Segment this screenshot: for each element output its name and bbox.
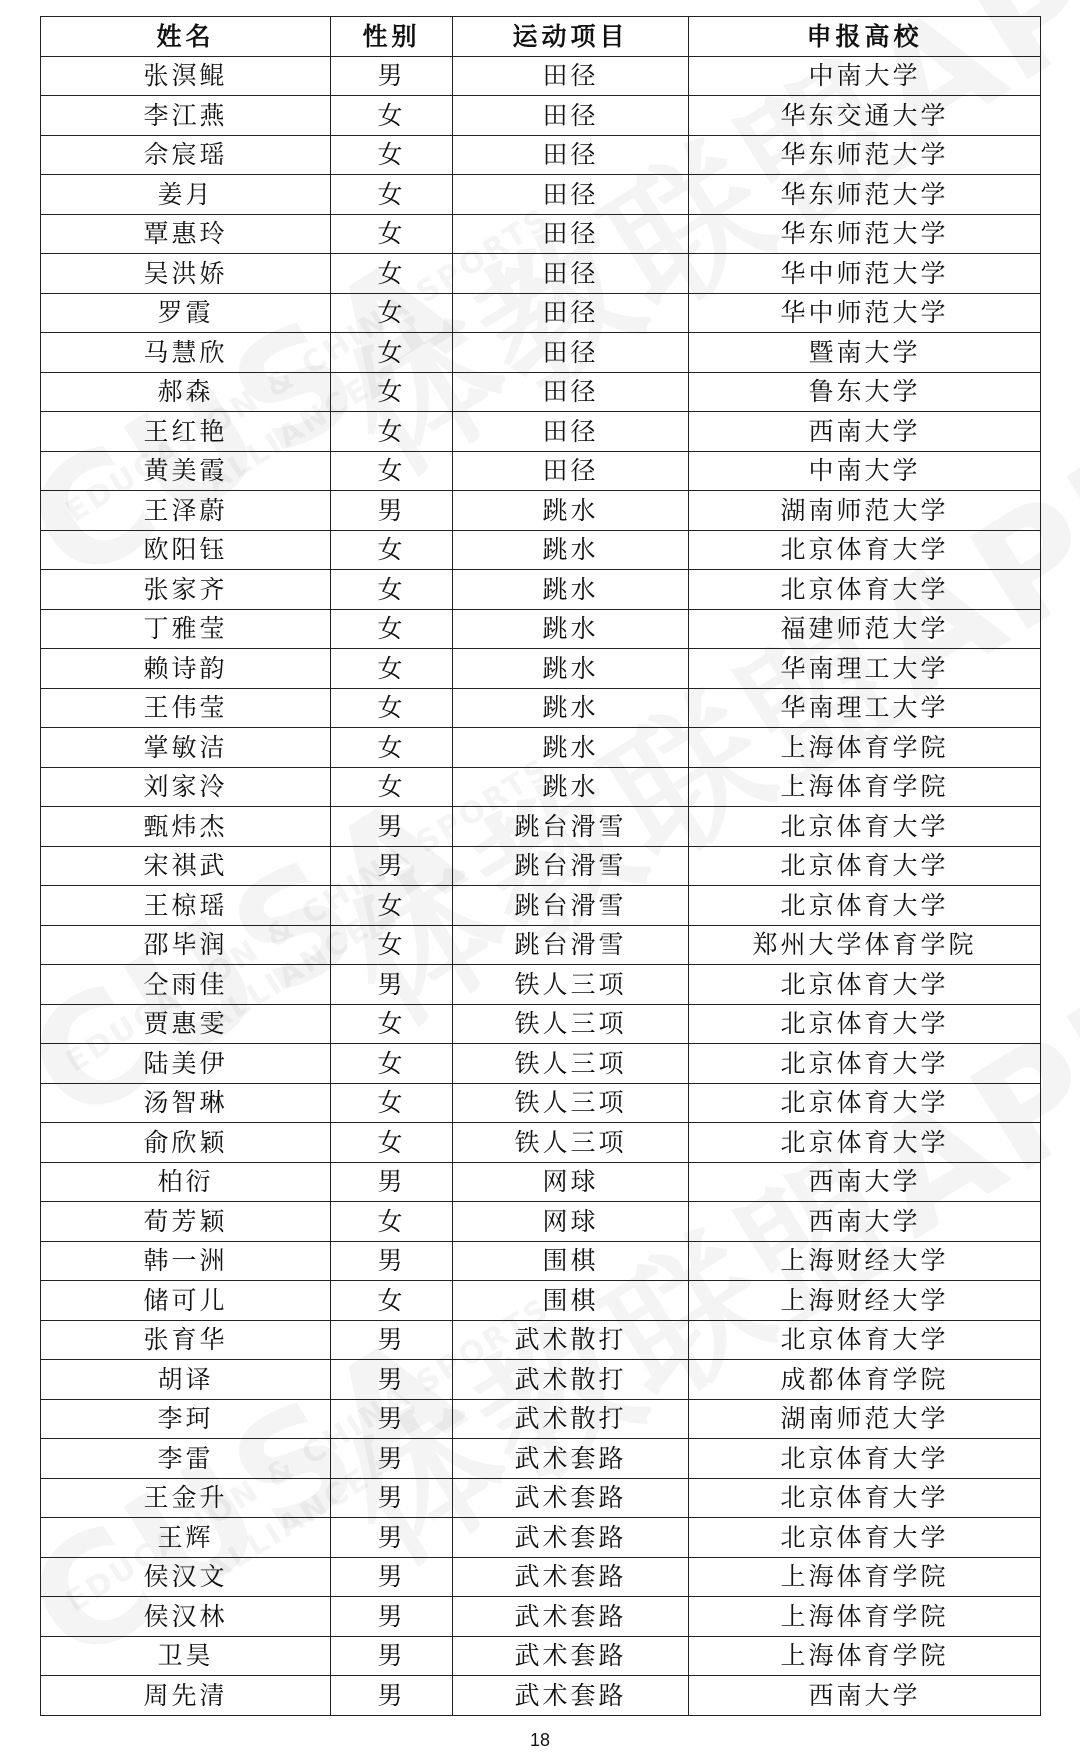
table-row xyxy=(41,807,1041,847)
cell-university: 福建师范大学 xyxy=(689,609,1041,649)
cell-sport: 武术套路 xyxy=(453,1439,689,1479)
cell-university: 华南理工大学 xyxy=(689,688,1041,728)
cell-sport: 铁人三项 xyxy=(453,1083,689,1123)
cell-gender: 女 xyxy=(331,1044,453,1084)
cell-gender: 男 xyxy=(331,1439,453,1479)
cell-university: 北京体育大学 xyxy=(689,846,1041,886)
cell-gender: 女 xyxy=(331,412,453,452)
table-row xyxy=(41,1004,1041,1044)
table-row xyxy=(41,1439,1041,1479)
table-row xyxy=(41,1636,1041,1676)
cell-university: 北京体育大学 xyxy=(689,1123,1041,1163)
cell-university: 华中师范大学 xyxy=(689,254,1041,294)
cell-gender: 男 xyxy=(331,1241,453,1281)
cell-sport: 田径 xyxy=(453,214,689,254)
cell-gender: 女 xyxy=(331,1004,453,1044)
table-row xyxy=(41,451,1041,491)
cell-name: 王辉 xyxy=(41,1518,331,1558)
cell-university: 上海财经大学 xyxy=(689,1281,1041,1321)
table-row xyxy=(41,135,1041,175)
cell-name: 侯汉林 xyxy=(41,1597,331,1637)
table-row xyxy=(41,965,1041,1005)
table-row xyxy=(41,1557,1041,1597)
cell-gender: 女 xyxy=(331,886,453,926)
cell-university: 北京体育大学 xyxy=(689,530,1041,570)
cell-sport: 田径 xyxy=(453,451,689,491)
cell-university: 上海体育学院 xyxy=(689,1597,1041,1637)
cell-name: 张溟鲲 xyxy=(41,56,331,96)
cell-sport: 跳水 xyxy=(453,767,689,807)
cell-name: 卫昊 xyxy=(41,1636,331,1676)
cell-gender: 女 xyxy=(331,1083,453,1123)
cell-sport: 铁人三项 xyxy=(453,1123,689,1163)
cell-name: 掌敏洁 xyxy=(41,728,331,768)
cell-university: 华东交通大学 xyxy=(689,96,1041,136)
athlete-roster-table xyxy=(40,16,1041,1716)
table-row xyxy=(41,372,1041,412)
cell-name: 李雷 xyxy=(41,1439,331,1479)
table-row xyxy=(41,609,1041,649)
cell-university: 中南大学 xyxy=(689,451,1041,491)
cell-gender: 女 xyxy=(331,688,453,728)
table-row xyxy=(41,412,1041,452)
cell-sport: 跳台滑雪 xyxy=(453,925,689,965)
cell-name: 欧阳钰 xyxy=(41,530,331,570)
cell-gender: 女 xyxy=(331,1202,453,1242)
cell-gender: 男 xyxy=(331,1518,453,1558)
cell-gender: 女 xyxy=(331,728,453,768)
cell-university: 西南大学 xyxy=(689,1162,1041,1202)
cell-sport: 跳水 xyxy=(453,570,689,610)
cell-university: 上海体育学院 xyxy=(689,1636,1041,1676)
cell-sport: 田径 xyxy=(453,412,689,452)
cell-sport: 田径 xyxy=(453,135,689,175)
cell-name: 张育华 xyxy=(41,1320,331,1360)
table-header-row xyxy=(41,17,1041,57)
cell-university: 西南大学 xyxy=(689,412,1041,452)
cell-sport: 田径 xyxy=(453,175,689,215)
cell-sport: 围棋 xyxy=(453,1241,689,1281)
cell-sport: 田径 xyxy=(453,333,689,373)
cell-gender: 女 xyxy=(331,372,453,412)
cell-university: 湖南师范大学 xyxy=(689,491,1041,531)
table-row xyxy=(41,925,1041,965)
cell-sport: 田径 xyxy=(453,56,689,96)
cell-gender: 女 xyxy=(331,570,453,610)
table-row xyxy=(41,1399,1041,1439)
cell-sport: 武术套路 xyxy=(453,1636,689,1676)
cell-name: 姜月 xyxy=(41,175,331,215)
cell-gender: 男 xyxy=(331,1676,453,1716)
header-gender: 性别 xyxy=(331,17,453,57)
cell-university: 北京体育大学 xyxy=(689,1083,1041,1123)
cell-gender: 女 xyxy=(331,649,453,689)
cell-name: 贾惠雯 xyxy=(41,1004,331,1044)
cell-sport: 跳水 xyxy=(453,491,689,531)
cell-name: 邵毕润 xyxy=(41,925,331,965)
cell-name: 王红艳 xyxy=(41,412,331,452)
cell-sport: 跳水 xyxy=(453,609,689,649)
cell-name: 罗霞 xyxy=(41,293,331,333)
cell-sport: 武术套路 xyxy=(453,1676,689,1716)
cell-gender: 男 xyxy=(331,846,453,886)
cell-name: 丁雅莹 xyxy=(41,609,331,649)
table-body xyxy=(41,56,1041,1715)
cell-sport: 铁人三项 xyxy=(453,965,689,1005)
cell-name: 马慧欣 xyxy=(41,333,331,373)
cell-university: 上海体育学院 xyxy=(689,728,1041,768)
cell-name: 王椋瑶 xyxy=(41,886,331,926)
cell-gender: 女 xyxy=(331,175,453,215)
cell-sport: 田径 xyxy=(453,293,689,333)
header-university: 申报高校 xyxy=(689,17,1041,57)
cell-university: 北京体育大学 xyxy=(689,1518,1041,1558)
cell-name: 吴洪娇 xyxy=(41,254,331,294)
cell-gender: 男 xyxy=(331,807,453,847)
table-row xyxy=(41,1241,1041,1281)
cell-university: 北京体育大学 xyxy=(689,1044,1041,1084)
cell-university: 北京体育大学 xyxy=(689,1004,1041,1044)
table-row xyxy=(41,214,1041,254)
cell-university: 华南理工大学 xyxy=(689,649,1041,689)
cell-university: 湖南师范大学 xyxy=(689,1399,1041,1439)
cell-sport: 武术套路 xyxy=(453,1518,689,1558)
cell-university: 北京体育大学 xyxy=(689,1478,1041,1518)
cell-gender: 女 xyxy=(331,530,453,570)
cell-sport: 跳台滑雪 xyxy=(453,886,689,926)
cell-sport: 武术套路 xyxy=(453,1557,689,1597)
cell-name: 王泽蔚 xyxy=(41,491,331,531)
cell-gender: 男 xyxy=(331,1320,453,1360)
table-row xyxy=(41,1281,1041,1321)
cell-name: 刘家泠 xyxy=(41,767,331,807)
cell-name: 郝森 xyxy=(41,372,331,412)
cell-sport: 跳台滑雪 xyxy=(453,807,689,847)
cell-sport: 跳水 xyxy=(453,530,689,570)
table-row xyxy=(41,1518,1041,1558)
cell-name: 王伟莹 xyxy=(41,688,331,728)
cell-gender: 女 xyxy=(331,1123,453,1163)
cell-sport: 武术套路 xyxy=(453,1478,689,1518)
cell-name: 覃惠玲 xyxy=(41,214,331,254)
cell-gender: 男 xyxy=(331,965,453,1005)
cell-gender: 女 xyxy=(331,609,453,649)
cell-university: 西南大学 xyxy=(689,1676,1041,1716)
cell-gender: 女 xyxy=(331,135,453,175)
table-row xyxy=(41,1083,1041,1123)
cell-gender: 男 xyxy=(331,1597,453,1637)
cell-sport: 网球 xyxy=(453,1202,689,1242)
cell-university: 华东师范大学 xyxy=(689,135,1041,175)
cell-name: 储可儿 xyxy=(41,1281,331,1321)
table-row xyxy=(41,254,1041,294)
cell-sport: 武术套路 xyxy=(453,1597,689,1637)
cell-name: 周先清 xyxy=(41,1676,331,1716)
cell-university: 暨南大学 xyxy=(689,333,1041,373)
cell-name: 胡译 xyxy=(41,1360,331,1400)
table-row xyxy=(41,1478,1041,1518)
cell-sport: 跳台滑雪 xyxy=(453,846,689,886)
cell-gender: 男 xyxy=(331,1557,453,1597)
cell-gender: 男 xyxy=(331,56,453,96)
cell-sport: 网球 xyxy=(453,1162,689,1202)
cell-university: 华中师范大学 xyxy=(689,293,1041,333)
cell-sport: 跳水 xyxy=(453,688,689,728)
table-row xyxy=(41,491,1041,531)
table-row xyxy=(41,728,1041,768)
cell-university: 北京体育大学 xyxy=(689,1320,1041,1360)
table-row xyxy=(41,886,1041,926)
cell-name: 俞欣颖 xyxy=(41,1123,331,1163)
cell-name: 韩一洲 xyxy=(41,1241,331,1281)
cell-name: 甄炜杰 xyxy=(41,807,331,847)
table-row xyxy=(41,1202,1041,1242)
cell-university: 北京体育大学 xyxy=(689,965,1041,1005)
cell-gender: 男 xyxy=(331,1399,453,1439)
page-number: 18 xyxy=(529,1730,551,1750)
cell-name: 李江燕 xyxy=(41,96,331,136)
table-row xyxy=(41,333,1041,373)
cell-university: 上海体育学院 xyxy=(689,1557,1041,1597)
table-row xyxy=(41,570,1041,610)
cell-name: 仝雨佳 xyxy=(41,965,331,1005)
cell-gender: 女 xyxy=(331,333,453,373)
cell-gender: 女 xyxy=(331,254,453,294)
cell-university: 北京体育大学 xyxy=(689,886,1041,926)
cell-sport: 田径 xyxy=(453,96,689,136)
cell-university: 上海体育学院 xyxy=(689,767,1041,807)
cell-name: 荀芳颖 xyxy=(41,1202,331,1242)
cell-name: 李珂 xyxy=(41,1399,331,1439)
cell-gender: 女 xyxy=(331,925,453,965)
cell-university: 北京体育大学 xyxy=(689,1439,1041,1479)
cell-gender: 女 xyxy=(331,293,453,333)
cell-university: 上海财经大学 xyxy=(689,1241,1041,1281)
table-row xyxy=(41,56,1041,96)
cell-name: 陆美伊 xyxy=(41,1044,331,1084)
cell-name: 黄美霞 xyxy=(41,451,331,491)
table-row xyxy=(41,846,1041,886)
table-row xyxy=(41,688,1041,728)
cell-name: 佘宸瑶 xyxy=(41,135,331,175)
cell-gender: 男 xyxy=(331,1360,453,1400)
table-row xyxy=(41,1162,1041,1202)
cell-sport: 武术散打 xyxy=(453,1360,689,1400)
cell-university: 北京体育大学 xyxy=(689,570,1041,610)
table-row xyxy=(41,649,1041,689)
cell-name: 侯汉文 xyxy=(41,1557,331,1597)
cell-sport: 武术散打 xyxy=(453,1399,689,1439)
cell-gender: 女 xyxy=(331,767,453,807)
cell-gender: 男 xyxy=(331,1478,453,1518)
table-row xyxy=(41,1044,1041,1084)
cell-gender: 男 xyxy=(331,1636,453,1676)
cell-gender: 女 xyxy=(331,214,453,254)
table-row xyxy=(41,1320,1041,1360)
table-row xyxy=(41,767,1041,807)
cell-university: 中南大学 xyxy=(689,56,1041,96)
cell-sport: 田径 xyxy=(453,254,689,294)
table-row xyxy=(41,175,1041,215)
cell-name: 张家齐 xyxy=(41,570,331,610)
cell-university: 华东师范大学 xyxy=(689,214,1041,254)
cell-sport: 跳水 xyxy=(453,649,689,689)
cell-university: 西南大学 xyxy=(689,1202,1041,1242)
cell-name: 柏衍 xyxy=(41,1162,331,1202)
cell-university: 成都体育学院 xyxy=(689,1360,1041,1400)
header-sport: 运动项目 xyxy=(453,17,689,57)
table-row xyxy=(41,530,1041,570)
cell-gender: 女 xyxy=(331,1281,453,1321)
table-row xyxy=(41,1676,1041,1716)
cell-university: 鲁东大学 xyxy=(689,372,1041,412)
cell-gender: 男 xyxy=(331,491,453,531)
table-row xyxy=(41,293,1041,333)
table-row xyxy=(41,1360,1041,1400)
cell-sport: 围棋 xyxy=(453,1281,689,1321)
cell-university: 郑州大学体育学院 xyxy=(689,925,1041,965)
cell-sport: 铁人三项 xyxy=(453,1044,689,1084)
cell-sport: 铁人三项 xyxy=(453,1004,689,1044)
cell-sport: 田径 xyxy=(453,372,689,412)
cell-name: 赖诗韵 xyxy=(41,649,331,689)
table-row xyxy=(41,1597,1041,1637)
cell-university: 华东师范大学 xyxy=(689,175,1041,215)
cell-name: 王金升 xyxy=(41,1478,331,1518)
table-row xyxy=(41,1123,1041,1163)
cell-gender: 女 xyxy=(331,96,453,136)
cell-name: 宋祺武 xyxy=(41,846,331,886)
cell-gender: 女 xyxy=(331,451,453,491)
cell-gender: 男 xyxy=(331,1162,453,1202)
cell-sport: 武术散打 xyxy=(453,1320,689,1360)
table-row xyxy=(41,96,1041,136)
cell-university: 北京体育大学 xyxy=(689,807,1041,847)
cell-sport: 跳水 xyxy=(453,728,689,768)
header-name: 姓名 xyxy=(41,17,331,57)
cell-name: 汤智琳 xyxy=(41,1083,331,1123)
